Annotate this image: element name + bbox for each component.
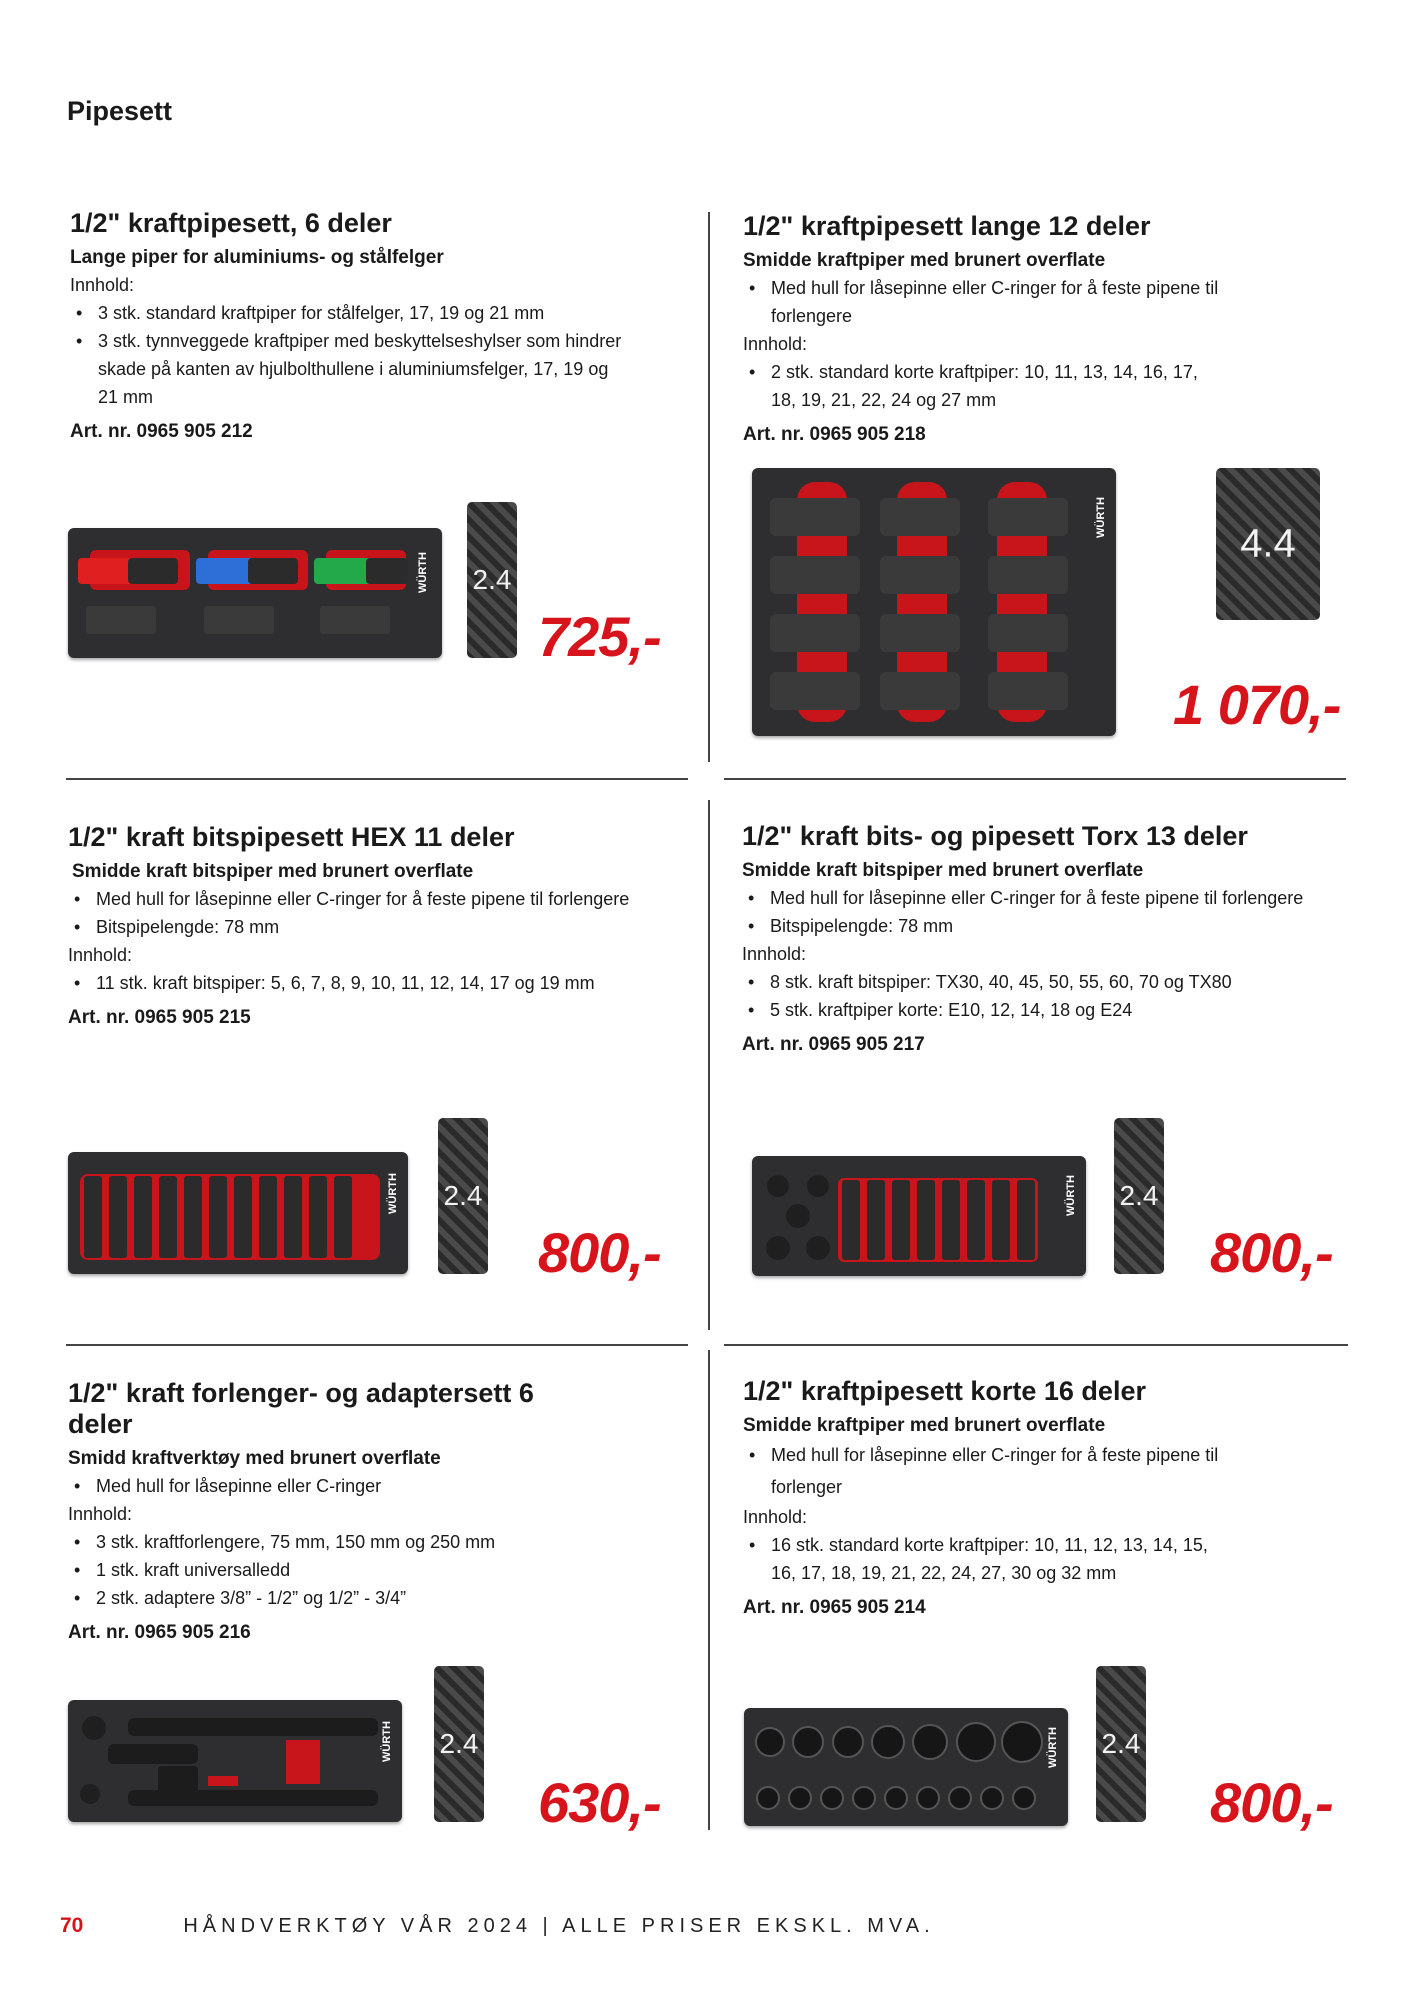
feature-list <box>68 1472 708 1500</box>
list-item: • Bitspipelengde: 78 mm <box>96 913 708 941</box>
list-item: • Med hull for låsepinne eller C-ringer for å feste pipene til forlengere <box>770 884 1382 912</box>
feature-list <box>743 1439 1383 1503</box>
badge-value: 2.4 <box>1119 1180 1159 1211</box>
list-item: • 1 stk. kraft universalledd <box>96 1556 708 1584</box>
list-item: • 3 stk. tynnveggede kraftpiper med beskyttelseshylser som hindrer skade på kanten av hjulbolthullene i aluminiumsfelger, 17, 19 og 21 mm <box>98 327 628 411</box>
content-label: Innhold: <box>70 275 135 295</box>
row-divider <box>66 778 688 780</box>
content-label: Innhold: <box>743 1507 808 1527</box>
article-number: Art. nr. 0965 905 216 <box>68 1622 251 1643</box>
list-item: • 11 stk. kraft bitspiper: 5, 6, 7, 8, 9, 10, 11, 12, 14, 17 og 19 mm <box>96 969 708 997</box>
product-image <box>68 528 442 658</box>
hardness-badge <box>1216 468 1320 620</box>
list-item: • 16 stk. standard korte kraftpiper: 10, 11, 12, 13, 14, 15, 16, 17, 18, 19, 21, 22, 24, 27, 30 og 32 mm <box>771 1531 1221 1587</box>
list-item: • Med hull for låsepinne eller C-ringer <box>96 1472 708 1500</box>
badge-value: 2.4 <box>439 1728 479 1759</box>
product-title: 1/2" kraft bitspipesett HEX 11 deler <box>68 822 515 852</box>
brand-logo: WÜRTH <box>417 552 429 593</box>
content-label: Innhold: <box>68 945 133 965</box>
product-price: 800,- <box>1210 1221 1333 1284</box>
content-label: Innhold: <box>68 1504 133 1524</box>
article-number: Art. nr. 0965 905 217 <box>742 1034 925 1055</box>
hardness-badge <box>434 1666 484 1822</box>
row-divider <box>66 1344 688 1346</box>
list-item: • Bitspipelengde: 78 mm <box>770 912 1382 940</box>
row-divider <box>724 1344 1348 1346</box>
product-card <box>742 821 1382 1056</box>
list-item: • Med hull for låsepinne eller C-ringer for å feste pipene til forlenger <box>771 1439 1241 1503</box>
badge-value: 4.4 <box>1240 521 1296 566</box>
article-number: Art. nr. 0965 905 212 <box>70 421 253 442</box>
product-image <box>68 1152 408 1274</box>
product-subtitle: Smidde kraft bitspiper med brunert overflate <box>72 861 474 882</box>
hardness-badge <box>1114 1118 1164 1274</box>
content-list <box>70 299 710 411</box>
section-title: Pipesett <box>67 96 173 126</box>
content-list <box>68 1528 708 1612</box>
product-title: 1/2" kraftpipesett korte 16 deler <box>743 1376 1146 1406</box>
brand-logo: WÜRTH <box>1065 1175 1077 1216</box>
product-subtitle: Lange piper for aluminiums- og stålfelger <box>70 247 444 268</box>
product-price: 800,- <box>538 1221 661 1284</box>
feature-list <box>68 885 708 941</box>
footer-text: HÅNDVERKTØY VÅR 2024 | ALLE PRISER EKSKL. MVA. <box>183 1914 935 1937</box>
product-image <box>752 1156 1086 1276</box>
hardness-badge <box>1096 1666 1146 1822</box>
badge-value: 2.4 <box>443 1180 483 1211</box>
product-image <box>68 1700 402 1822</box>
list-item: • 2 stk. standard korte kraftpiper: 10, 11, 13, 14, 16, 17, 18, 19, 21, 22, 24 og 27 mm <box>771 358 1221 414</box>
feature-list <box>742 884 1382 940</box>
product-card <box>68 822 708 1029</box>
column-divider <box>708 800 710 1330</box>
badge-value: 2.4 <box>472 564 512 595</box>
brand-logo: WÜRTH <box>1095 497 1107 538</box>
product-subtitle: Smidde kraftpiper med brunert overflate <box>743 1415 1106 1436</box>
product-title: 1/2" kraftpipesett, 6 deler <box>70 208 392 238</box>
product-price: 800,- <box>1210 1771 1333 1834</box>
product-card <box>743 1376 1383 1619</box>
hardness-badge <box>438 1118 488 1274</box>
badge-value: 2.4 <box>1101 1728 1141 1759</box>
article-number: Art. nr. 0965 905 215 <box>68 1007 251 1028</box>
product-price: 1 070,- <box>1173 673 1341 736</box>
product-title: 1/2" kraftpipesett lange 12 deler <box>743 211 1151 241</box>
product-subtitle: Smidd kraftverktøy med brunert overflate <box>68 1448 441 1469</box>
product-price: 725,- <box>538 605 661 668</box>
product-image <box>752 468 1116 736</box>
list-item: • Med hull for låsepinne eller C-ringer for å feste pipene til forlengere <box>771 274 1251 330</box>
product-subtitle: Smidde kraftpiper med brunert overflate <box>743 250 1106 271</box>
content-label: Innhold: <box>743 334 808 354</box>
hardness-badge <box>467 502 517 658</box>
product-image <box>744 1708 1068 1826</box>
product-title: 1/2" kraft forlenger- og adaptersett 6 deler <box>68 1378 534 1439</box>
product-card <box>68 1378 708 1644</box>
content-list <box>742 968 1382 1024</box>
content-list <box>743 1531 1383 1587</box>
feature-list <box>743 274 1383 330</box>
column-divider <box>708 1350 710 1830</box>
product-subtitle: Smidde kraft bitspiper med brunert overflate <box>742 860 1144 881</box>
content-label: Innhold: <box>742 944 807 964</box>
brand-logo: WÜRTH <box>1047 1727 1059 1768</box>
list-item: • 5 stk. kraftpiper korte: E10, 12, 14, 18 og E24 <box>770 996 1382 1024</box>
product-card <box>743 211 1383 446</box>
content-list <box>68 969 708 997</box>
article-number: Art. nr. 0965 905 218 <box>743 424 926 445</box>
brand-logo: WÜRTH <box>381 1721 393 1762</box>
page-number: 70 <box>60 1914 84 1937</box>
product-title: 1/2" kraft bits- og pipesett Torx 13 deler <box>742 821 1248 851</box>
row-divider <box>724 778 1346 780</box>
product-price: 630,- <box>538 1771 661 1834</box>
list-item: • 3 stk. kraftforlengere, 75 mm, 150 mm og 250 mm <box>96 1528 708 1556</box>
article-number: Art. nr. 0965 905 214 <box>743 1597 926 1618</box>
list-item: • 8 stk. kraft bitspiper: TX30, 40, 45, 50, 55, 60, 70 og TX80 <box>770 968 1382 996</box>
brand-logo: WÜRTH <box>387 1173 399 1214</box>
list-item: • 3 stk. standard kraftpiper for stålfelger, 17, 19 og 21 mm <box>98 299 710 327</box>
content-list <box>743 358 1383 414</box>
list-item: • Med hull for låsepinne eller C-ringer for å feste pipene til forlengere <box>96 885 708 913</box>
product-card <box>70 208 710 443</box>
page-footer <box>60 1914 935 1938</box>
list-item: • 2 stk. adaptere 3/8” - 1/2” og 1/2” - 3/4” <box>96 1584 708 1612</box>
